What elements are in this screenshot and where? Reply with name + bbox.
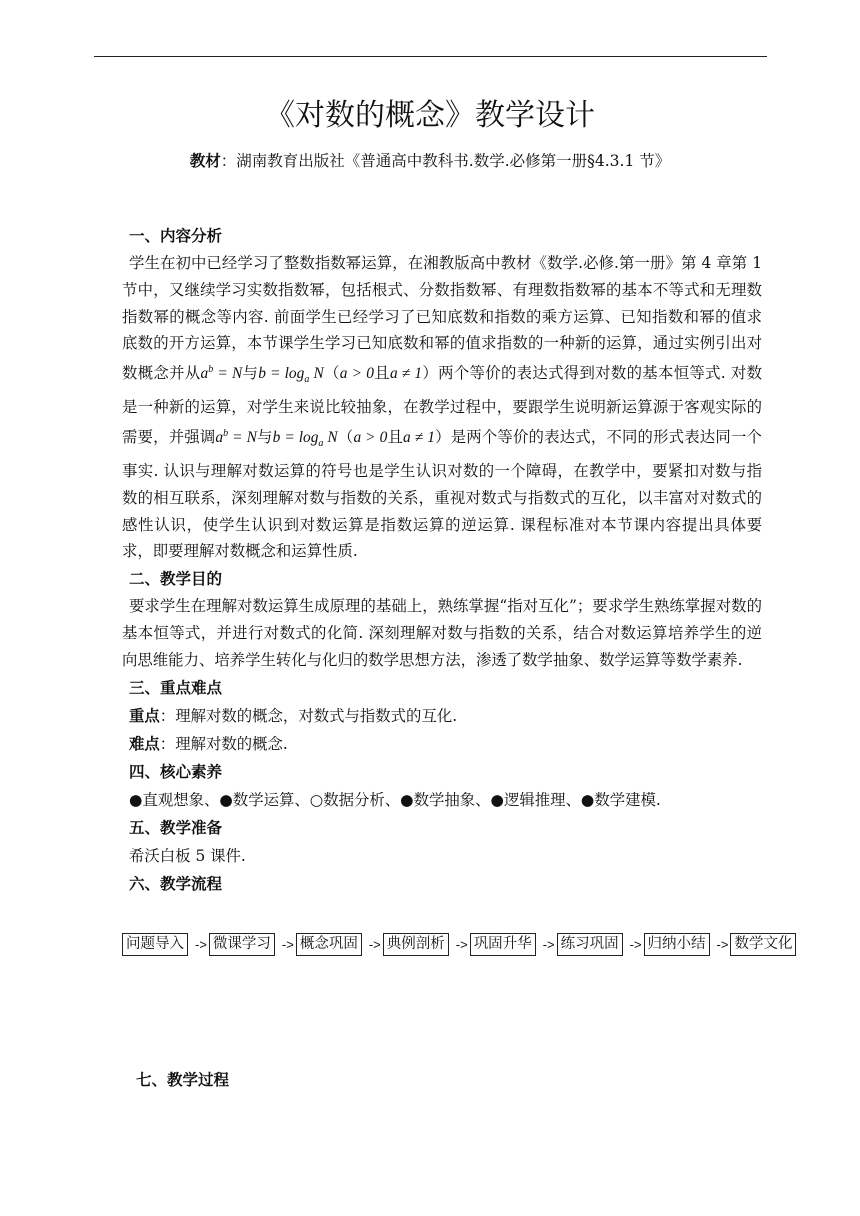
- flow-step-box: 巩固升华: [470, 933, 536, 956]
- flow-step-box: 微课学习: [209, 933, 275, 956]
- key-point-line: [129, 702, 762, 730]
- section-heading-preparation: 五、教学准备: [129, 818, 223, 837]
- flow-arrow: ->: [368, 936, 381, 952]
- difficulty-label: 难点: [129, 734, 160, 753]
- core-literacy-text: ●直观想象、●数学运算、○数据分析、●数学抽象、●逻辑推理、●数学建模.: [129, 790, 661, 809]
- flow-step-box: 问题导入: [122, 933, 188, 956]
- flow-step-box: 练习巩固: [557, 933, 623, 956]
- flow-arrow: ->: [629, 936, 642, 952]
- flow-arrow: ->: [281, 936, 294, 952]
- key-point-label: 重点: [129, 706, 160, 725]
- teaching-goals-paragraph: 要求学生在理解对数运算生成原理的基础上，熟练掌握“指对互化”；要求学生熟练掌握对数的基本恒等式，并进行对数式的化简. 深刻理解对数与指数的关系，结合对数运算培养学生的逆向思维能力、培养学生转化与化归的数学思想方法，渗透了数学抽象、数学运算等数学素养.: [122, 597, 762, 669]
- difficulty-text: ：理解对数的概念.: [159, 734, 288, 753]
- textbook-source: [0, 150, 860, 172]
- preparation-text: 希沃白板 5 课件.: [129, 846, 246, 865]
- content-analysis-text-c: 是两个等价的表达式，不同的形式表达同一个事实. 认识与理解对数运算的符号也是学生认识对数的一个障碍，在教学中，要紧扣对数与指数的相互联系，深刻理解对数与指数的关系，重视对数式与指数式的互化，以丰富对对数式的感性认识，使学生认识到对数运算是指数运算的逆运算. 课程标准对本节课内容提出具体要求，即要理解对数概念和运算性质.: [122, 428, 762, 561]
- flow-arrow: ->: [455, 936, 468, 952]
- source-text: ：湖南教育出版社《普通高中教科书.数学.必修第一册§4.3.1 节》: [220, 152, 671, 170]
- flow-step-box: 概念巩固: [296, 933, 362, 956]
- key-point-text: ：理解对数的概念，对数式与指数式的互化.: [159, 706, 458, 725]
- section-heading-teaching-goals: 二、教学目的: [129, 570, 223, 589]
- flow-arrow: ->: [542, 936, 555, 952]
- flow-arrow: ->: [195, 936, 207, 952]
- formula-exponential-2: $a^b = N$: [215, 427, 257, 447]
- flow-step-box: 归纳小结: [644, 933, 710, 956]
- flow-arrow: ->: [716, 936, 729, 952]
- formula-logarithm-2: $b = \log_a N$: [272, 429, 338, 450]
- flow-step-box: 典例剖析: [383, 933, 449, 956]
- section-heading-teaching-process: 七、教学过程: [136, 1071, 230, 1089]
- source-label: 教材: [189, 152, 221, 170]
- section-heading-core-literacy: 四、核心素养: [129, 762, 223, 781]
- section-heading-teaching-flow: 六、教学流程: [129, 874, 223, 893]
- content-analysis-paragraph: 学生在初中已经学习了整数指数幂运算，在湘教版高中教材《数学.必修.第一册》第 4 章第 1 节中，又继续学习实数指数幂，包括根式、分数指数幂、有理数指数幂的基本不等式和无理数指数幂的概念等内容. 前面学生已经学习了已知底数和指数的乘方运算、已知指数和幂的值求底数的开方运算，本节课学生学习已知底数和幂的值求指数的一种新的运算，通过实例引出对数概念并从$a^b = N$与$b = \log_a N(a > 0$且a ≠ 1）两个等价的表达式得到对数的基本恒等式. 对数是一种新的运算，对学生来说比较抽象，在教学过程中，要跟学生说明新运算源于客观实际的需要，并强调$a^b = N$与$b = \log_a N(a > 0$且a ≠ 1）是两个等价的表达式，不同的形式表达同一个事实. 认识与理解对数运算的符号也是学生认识对数的一个障碍，在教学中，要紧扣对数与指数的相互联系，深刻理解对数与指数的关系，重视对数式与指数式的互化，以丰富对对数式的感性认识，使学生认识到对数运算是指数运算的逆运算. 课程标准对本节课内容提出具体要求，即要理解对数概念和运算性质.: [122, 254, 762, 561]
- formula-logarithm: $b = \log_a N$: [258, 365, 324, 386]
- header-rule: [94, 56, 767, 57]
- document-body: [122, 222, 762, 898]
- content-analysis-text-b: 两个等价的表达式得到对数的基本恒等式. 对数是一种新的运算，对学生来说比较抽象，在教学过程中，要跟学生说明新运算源于客观实际的需要，并强调: [122, 364, 762, 447]
- content-analysis-text-a: 学生在初中已经学习了整数指数幂运算，在湘教版高中教材《数学.必修.第一册》第 4 章第 1 节中，又继续学习实数指数幂，包括根式、分数指数幂、有理数指数幂的基本不等式和无理数指数幂的概念等内容. 前面学生已经学习了已知底数和指数的乘方运算、已知指数和幂的值求底数的开方运算，本节课学生学习已知底数和幂的值求指数的一种新的运算，通过实例引出对数概念并从: [122, 254, 762, 383]
- difficulty-line: [129, 730, 762, 758]
- section-heading-content-analysis: 一、内容分析: [129, 227, 223, 245]
- section-heading-key-points: 三、重点难点: [129, 678, 223, 697]
- teaching-flow-chart: [122, 932, 796, 956]
- flow-step-box: 数学文化: [730, 933, 796, 956]
- document-title: 《对数的概念》教学设计: [265, 98, 595, 133]
- formula-exponential: $a^b = N$: [200, 364, 243, 383]
